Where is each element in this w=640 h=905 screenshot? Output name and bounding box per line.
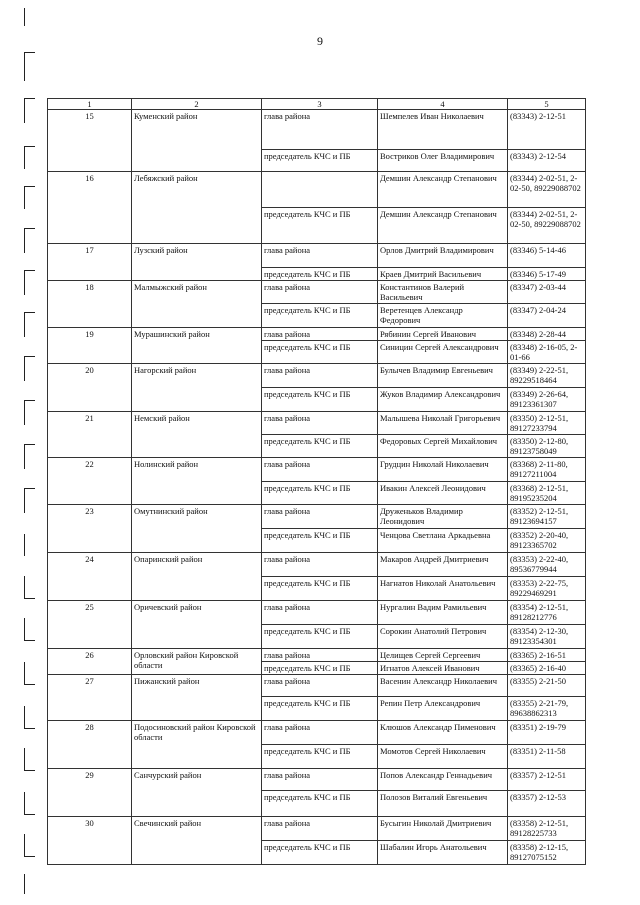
- official-name: Шемпелев Иван Николаевич: [378, 110, 508, 150]
- official-name: Попов Александр Геннадьевич: [378, 769, 508, 791]
- official-role: председатель КЧС и ПБ: [262, 150, 378, 172]
- official-role: глава района: [262, 675, 378, 697]
- official-phone: (83365) 2-16-51: [508, 649, 586, 662]
- official-name: Востриков Олег Владимирович: [378, 150, 508, 172]
- official-name: Демшин Александр Степанович: [378, 172, 508, 208]
- binding-mark: [24, 444, 35, 469]
- column-header: 3: [262, 99, 378, 110]
- official-role: председатель КЧС и ПБ: [262, 208, 378, 244]
- binding-mark: [24, 748, 35, 771]
- district-name: Свечинский район: [132, 817, 262, 865]
- official-phone: (83350) 2-12-80, 89123758049: [508, 435, 586, 458]
- district-number: 21: [48, 412, 132, 458]
- district-number: 27: [48, 675, 132, 721]
- district-name: Санчурский район: [132, 769, 262, 817]
- official-phone: (83343) 2-12-54: [508, 150, 586, 172]
- official-phone: (83348) 2-28-44: [508, 328, 586, 341]
- column-header: 2: [132, 99, 262, 110]
- binding-mark: [24, 706, 35, 729]
- table-row: [48, 110, 586, 150]
- official-role: глава района: [262, 817, 378, 841]
- official-name: Ченцова Светлана Аркадьевна: [378, 529, 508, 553]
- official-phone: (83343) 2-12-51: [508, 110, 586, 150]
- column-header: 5: [508, 99, 586, 110]
- binding-mark: [24, 186, 35, 209]
- binding-mark: [24, 618, 35, 641]
- district-number: 22: [48, 458, 132, 505]
- table-row: [48, 244, 586, 268]
- official-name: Малышева Николай Григорьевич: [378, 412, 508, 435]
- district-name: Немский район: [132, 412, 262, 458]
- official-name: Веретенцев Александр Федорович: [378, 304, 508, 328]
- official-name: Булычев Владимир Евгеньевич: [378, 364, 508, 388]
- district-name: Нолинский район: [132, 458, 262, 505]
- district-number: 29: [48, 769, 132, 817]
- district-name: Нагорский район: [132, 364, 262, 412]
- official-name: Макаров Андрей Дмитриевич: [378, 553, 508, 577]
- district-number: 28: [48, 721, 132, 769]
- official-role: глава района: [262, 244, 378, 268]
- official-phone: (83355) 2-21-50: [508, 675, 586, 697]
- table-body: [48, 110, 586, 865]
- official-phone: (83355) 2-21-79, 89638862313: [508, 697, 586, 721]
- district-number: 17: [48, 244, 132, 281]
- district-number: 24: [48, 553, 132, 601]
- official-phone: (83353) 2-22-40, 89536779944: [508, 553, 586, 577]
- official-role: председатель КЧС и ПБ: [262, 841, 378, 865]
- official-role: глава района: [262, 328, 378, 341]
- district-number: 25: [48, 601, 132, 649]
- official-name: Сорокин Анатолий Петрович: [378, 625, 508, 649]
- official-phone: (83351) 2-19-79: [508, 721, 586, 745]
- official-role: председатель КЧС и ПБ: [262, 625, 378, 649]
- official-name: Жуков Владимир Александрович: [378, 388, 508, 412]
- binding-mark: [24, 228, 35, 253]
- district-name: Оричевский район: [132, 601, 262, 649]
- district-name: Лебяжский район: [132, 172, 262, 244]
- column-header: 1: [48, 99, 132, 110]
- district-number: 26: [48, 649, 132, 675]
- official-name: Нагнатов Николай Анатольевич: [378, 577, 508, 601]
- table-row: [48, 675, 586, 697]
- official-role: глава района: [262, 649, 378, 662]
- official-role: [262, 172, 378, 208]
- official-role: глава района: [262, 769, 378, 791]
- official-role: глава района: [262, 458, 378, 482]
- district-number: 23: [48, 505, 132, 553]
- district-name: Пижанский район: [132, 675, 262, 721]
- binding-mark: [24, 534, 35, 556]
- district-name: Малмыжский район: [132, 281, 262, 328]
- district-number: 15: [48, 110, 132, 172]
- official-phone: (83357) 2-12-53: [508, 791, 586, 817]
- official-name: Игнатов Алексей Иванович: [378, 662, 508, 675]
- official-name: Нургалин Вадим Рамильевич: [378, 601, 508, 625]
- district-name: Опаринский район: [132, 553, 262, 601]
- table-row: [48, 364, 586, 388]
- binding-mark: [24, 146, 35, 169]
- official-name: Бусыгин Николай Дмитриевич: [378, 817, 508, 841]
- official-role: председатель КЧС и ПБ: [262, 662, 378, 675]
- official-role: глава района: [262, 601, 378, 625]
- official-name: Демшин Александр Степанович: [378, 208, 508, 244]
- district-name: Лузский район: [132, 244, 262, 281]
- official-role: председатель КЧС и ПБ: [262, 791, 378, 817]
- binding-mark: [24, 312, 35, 337]
- district-number: 16: [48, 172, 132, 244]
- official-phone: (83347) 2-03-44: [508, 281, 586, 304]
- district-name: Мурашинский район: [132, 328, 262, 364]
- official-name: Федоровых Сергей Михайлович: [378, 435, 508, 458]
- official-name: Момотов Сергей Николаевич: [378, 745, 508, 769]
- official-name: Шабалин Игорь Анатольевич: [378, 841, 508, 865]
- table-row: [48, 412, 586, 435]
- official-role: председатель КЧС и ПБ: [262, 388, 378, 412]
- binding-mark: [24, 488, 35, 513]
- official-role: председатель КЧС и ПБ: [262, 482, 378, 505]
- official-phone: (83346) 5-17-49: [508, 268, 586, 281]
- official-role: председатель КЧС и ПБ: [262, 745, 378, 769]
- official-phone: (83358) 2-12-51, 89128225733: [508, 817, 586, 841]
- official-phone: (83352) 2-12-51, 89123694157: [508, 505, 586, 529]
- table-row: [48, 553, 586, 577]
- official-role: председатель КЧС и ПБ: [262, 577, 378, 601]
- district-number: 20: [48, 364, 132, 412]
- official-phone: (83348) 2-16-05, 2-01-66: [508, 341, 586, 364]
- official-name: Клюшов Александр Пименович: [378, 721, 508, 745]
- official-role: председатель КЧС и ПБ: [262, 529, 378, 553]
- district-name: Куменский район: [132, 110, 262, 172]
- binding-mark: [24, 52, 35, 81]
- official-name: Репин Петр Александрович: [378, 697, 508, 721]
- official-name: Целищев Сергей Сергеевич: [378, 649, 508, 662]
- official-role: председатель КЧС и ПБ: [262, 304, 378, 328]
- official-name: Константинов Валерий Васильевич: [378, 281, 508, 304]
- binding-mark: [24, 356, 35, 381]
- binding-mark: [24, 576, 35, 599]
- table-row: [48, 721, 586, 745]
- column-header: 4: [378, 99, 508, 110]
- official-phone: (83354) 2-12-30, 89123354301: [508, 625, 586, 649]
- official-phone: (83351) 2-11-58: [508, 745, 586, 769]
- official-role: председатель КЧС и ПБ: [262, 435, 378, 458]
- official-phone: (83346) 5-14-46: [508, 244, 586, 268]
- table-row: [48, 281, 586, 304]
- official-role: глава района: [262, 412, 378, 435]
- official-phone: (83368) 2-11-80, 89127211004: [508, 458, 586, 482]
- table-row: [48, 649, 586, 662]
- binding-mark: [24, 662, 35, 685]
- district-name: Подосиновский район Кировской области: [132, 721, 262, 769]
- official-role: глава района: [262, 281, 378, 304]
- binding-mark: [24, 270, 35, 295]
- official-phone: (83349) 2-26-64, 89123361307: [508, 388, 586, 412]
- officials-table: [47, 98, 586, 865]
- official-role: председатель КЧС и ПБ: [262, 268, 378, 281]
- official-phone: (83344) 2-02-51, 2-02-50, 89229088702: [508, 208, 586, 244]
- official-name: Синицин Сергей Александрович: [378, 341, 508, 364]
- official-phone: (83354) 2-12-51, 89128212776: [508, 601, 586, 625]
- table-row: [48, 328, 586, 341]
- official-name: Полозов Виталий Евгеньевич: [378, 791, 508, 817]
- binding-mark: [24, 834, 35, 857]
- official-name: Краев Дмитрий Васильевич: [378, 268, 508, 281]
- official-name: Васенин Александр Николаевич: [378, 675, 508, 697]
- official-phone: (83352) 2-20-40, 89123365702: [508, 529, 586, 553]
- official-phone: (83368) 2-12-51, 89195235204: [508, 482, 586, 505]
- table-row: [48, 601, 586, 625]
- table-row: [48, 769, 586, 791]
- official-phone: (83349) 2-22-51, 89229518464: [508, 364, 586, 388]
- district-name: Орловский район Кировской области: [132, 649, 262, 675]
- district-number: 30: [48, 817, 132, 865]
- page-number: 9: [317, 34, 323, 48]
- district-number: 19: [48, 328, 132, 364]
- header-row: [48, 99, 586, 110]
- official-role: глава района: [262, 505, 378, 529]
- official-phone: (83357) 2-12-51: [508, 769, 586, 791]
- official-phone: (83358) 2-12-15, 89127075152: [508, 841, 586, 865]
- official-role: глава района: [262, 364, 378, 388]
- official-phone: (83344) 2-02-51, 2-02-50, 89229088702: [508, 172, 586, 208]
- official-name: Грудцин Николай Николаевич: [378, 458, 508, 482]
- official-name: Рябинин Сергей Иванович: [378, 328, 508, 341]
- official-phone: (83365) 2-16-40: [508, 662, 586, 675]
- table-row: [48, 172, 586, 208]
- official-role: глава района: [262, 110, 378, 150]
- binding-mark: [24, 792, 35, 815]
- official-phone: (83350) 2-12-51, 89127233794: [508, 412, 586, 435]
- official-phone: (83353) 2-22-75, 89229469291: [508, 577, 586, 601]
- table-row: [48, 458, 586, 482]
- official-role: глава района: [262, 553, 378, 577]
- official-phone: (83347) 2-04-24: [508, 304, 586, 328]
- binding-mark: [24, 874, 35, 894]
- table-row: [48, 817, 586, 841]
- official-name: Ивакин Алексей Леонидович: [378, 482, 508, 505]
- district-number: 18: [48, 281, 132, 328]
- official-role: председатель КЧС и ПБ: [262, 697, 378, 721]
- official-name: Орлов Дмитрий Владимирович: [378, 244, 508, 268]
- table-row: [48, 505, 586, 529]
- official-role: председатель КЧС и ПБ: [262, 341, 378, 364]
- binding-mark: [24, 8, 35, 26]
- official-name: Друженьков Владимир Леонидович: [378, 505, 508, 529]
- official-role: глава района: [262, 721, 378, 745]
- binding-mark: [24, 400, 35, 425]
- district-name: Омутнинский район: [132, 505, 262, 553]
- binding-mark: [24, 98, 35, 123]
